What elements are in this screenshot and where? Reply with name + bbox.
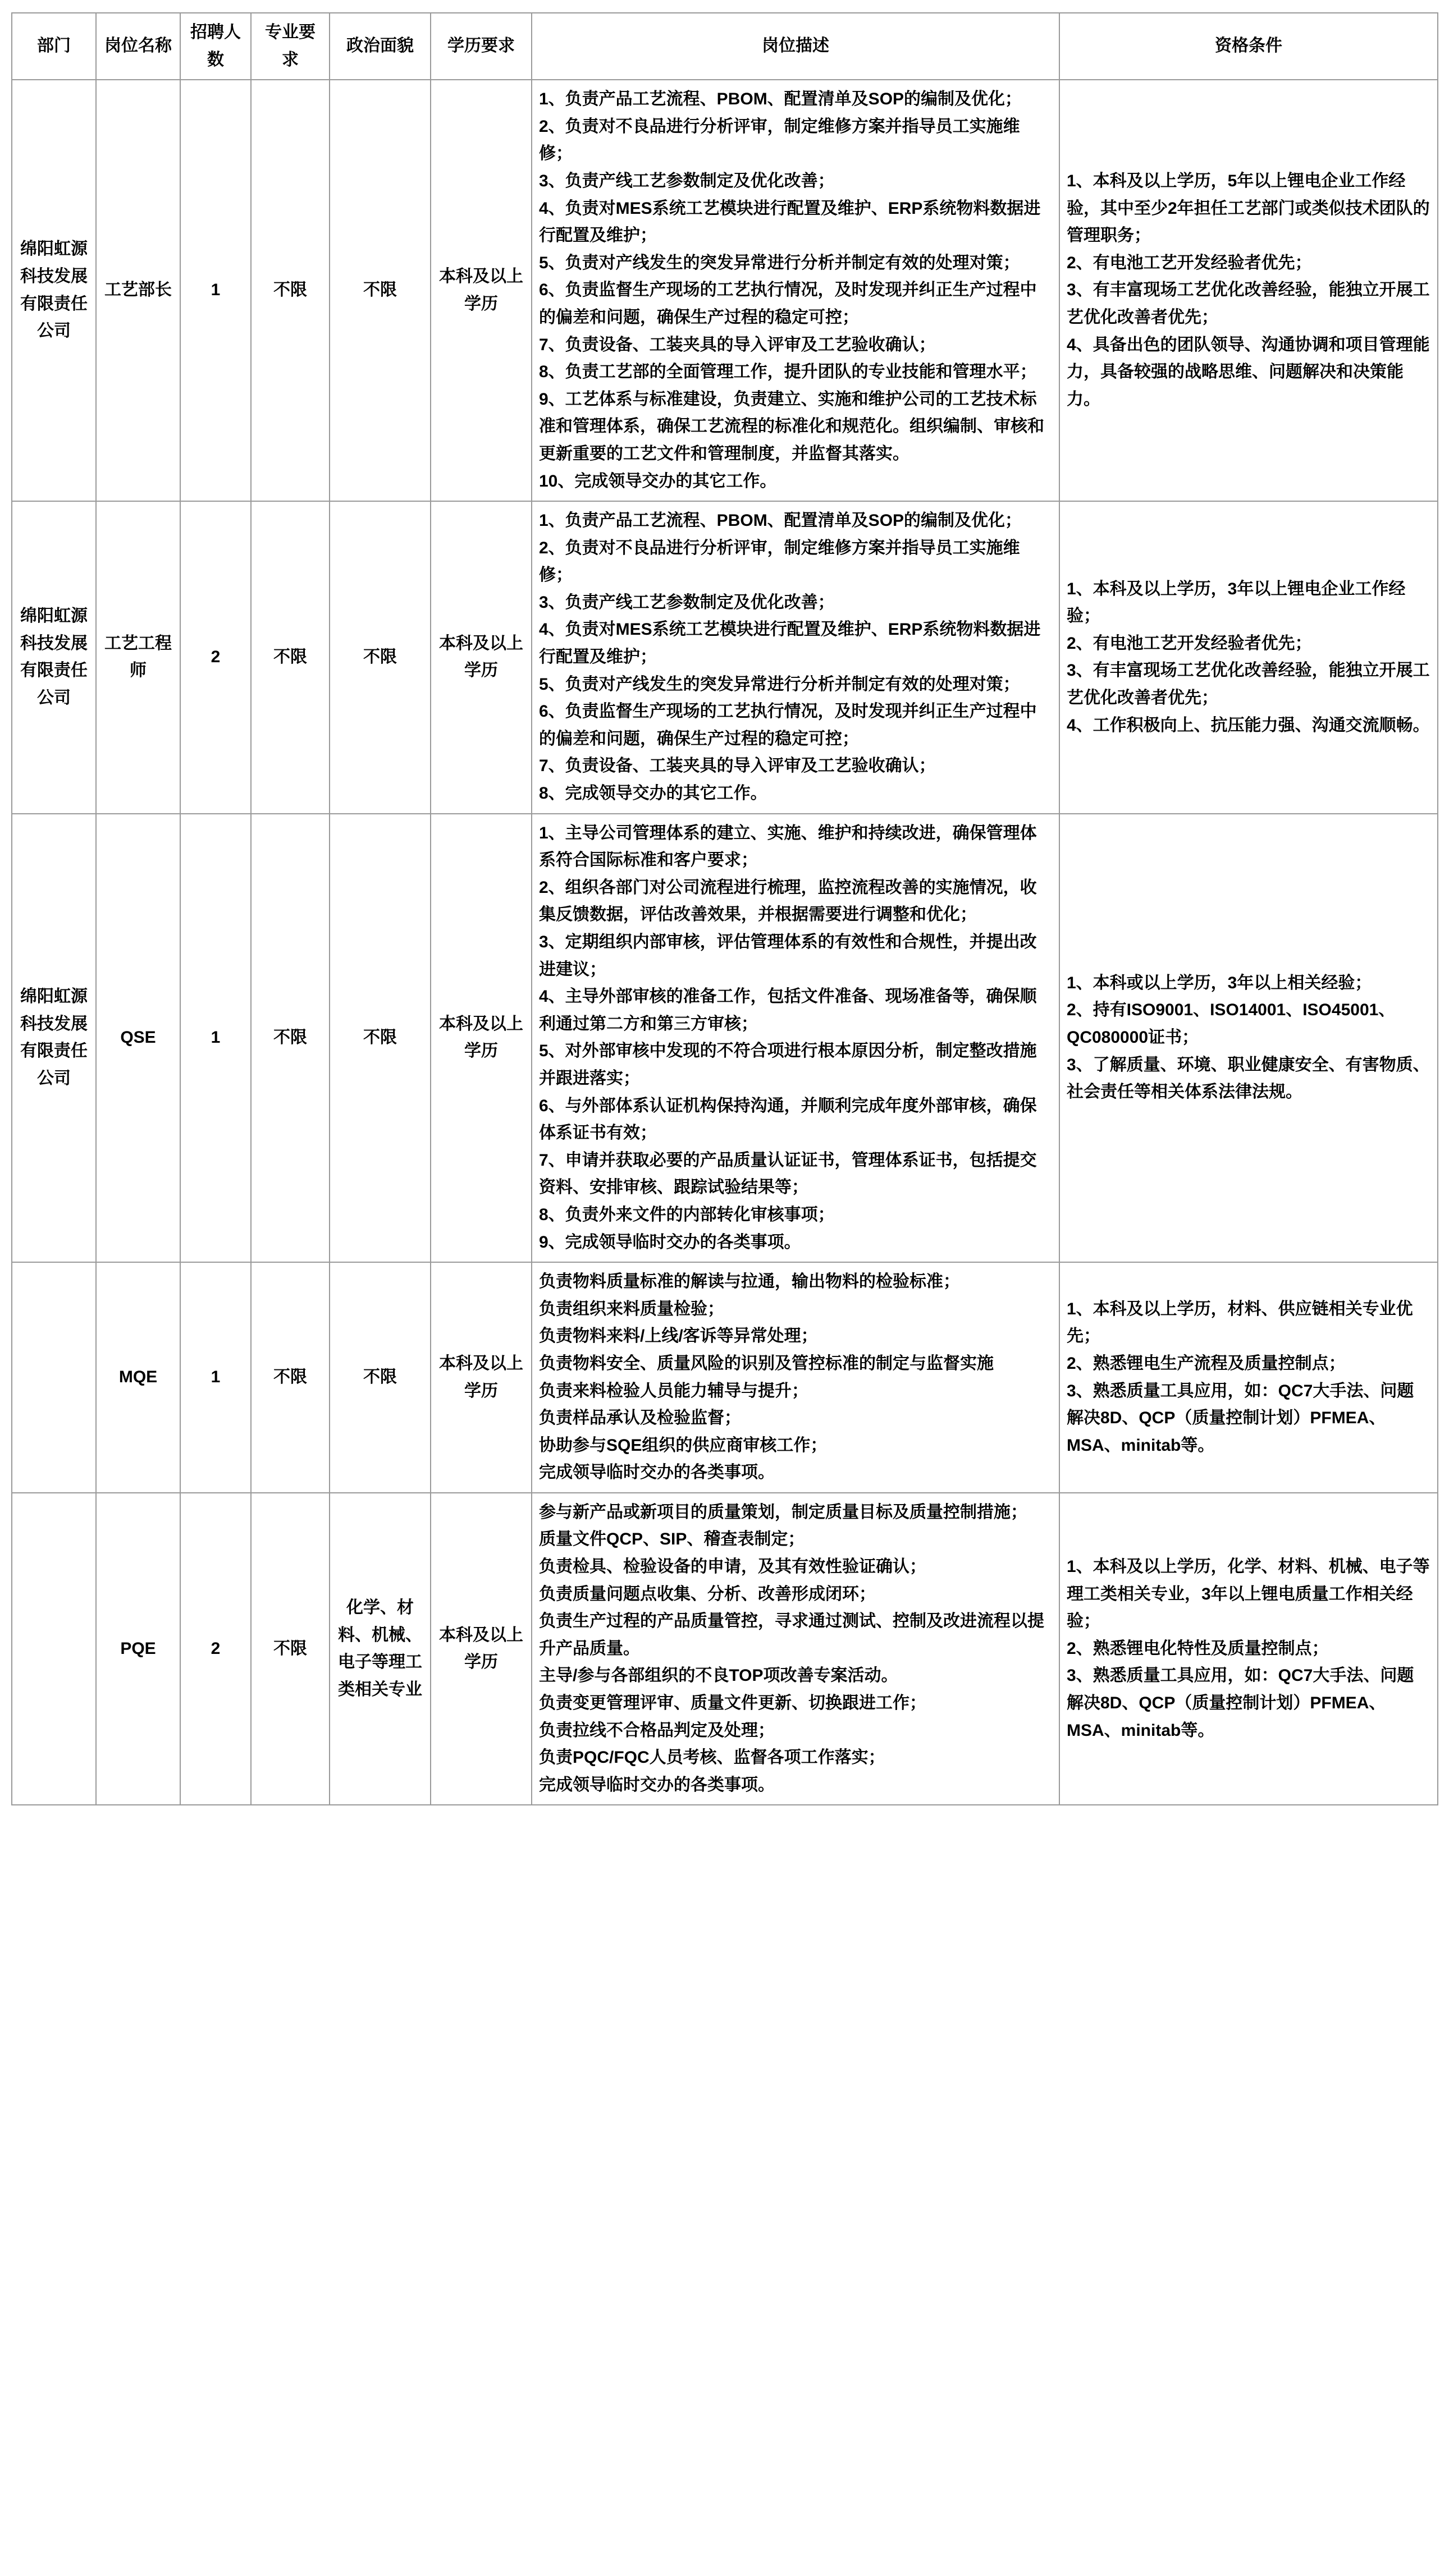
cell-job-description-line: 4、负责对MES系统工艺模块进行配置及维护、ERP系统物料数据进行配置及维护； [539, 199, 1041, 245]
cell-qualification-line: 4、具备出色的团队领导、沟通协调和项目管理能力，具备较强的战略思维、问题解决和决策能力。 [1067, 335, 1430, 409]
cell-qualification-line: 3、熟悉质量工具应用，如：QC7大手法、问题解决8D、QCP（质量控制计划）PFMEA、MSA、minitab等。 [1067, 1666, 1414, 1740]
cell-job-description [532, 80, 1059, 501]
cell-qualification-line: 3、有丰富现场工艺优化改善经验，能独立开展工艺优化改善者优先； [1067, 661, 1430, 707]
cell-department [12, 1262, 96, 1493]
cell-job-description-line: 1、负责产品工艺流程、PBOM、配置清单及SOP的编制及优化； [539, 90, 1022, 109]
cell-qualification [1059, 1493, 1438, 1805]
cell-education: 本科及以上学历 [431, 1493, 532, 1805]
cell-major: 不限 [251, 80, 330, 501]
cell-job-description-line: 负责物料来料/上线/客诉等异常处理； [539, 1327, 818, 1346]
cell-job-description-line: 7、负责设备、工装夹具的导入评审及工艺验收确认； [539, 757, 936, 776]
cell-headcount: 1 [180, 814, 251, 1263]
cell-qualification-line: 1、本科或以上学历，3年以上相关经验； [1067, 973, 1372, 992]
column-header-political-status: 政治面貌 [330, 13, 431, 80]
cell-major: 不限 [251, 814, 330, 1263]
cell-job-description-line: 2、组织各部门对公司流程进行梳理，监控流程改善的实施情况，收集反馈数据，评估改善效果，并根据需要进行调整和优化； [539, 878, 1037, 924]
cell-qualification [1059, 814, 1438, 1263]
cell-job-description [532, 814, 1059, 1263]
cell-education: 本科及以上学历 [431, 80, 532, 501]
cell-qualification-line: 2、熟悉锂电化特性及质量控制点； [1067, 1639, 1329, 1658]
table-row [12, 80, 1438, 501]
cell-qualification-line: 2、持有ISO9001、ISO14001、ISO45001、QC080000证书； [1067, 1001, 1396, 1047]
cell-job-description-line: 8、负责工艺部的全面管理工作，提升团队的专业技能和管理水平； [539, 363, 1037, 382]
cell-job-description-line: 负责拉线不合格品判定及处理； [539, 1721, 775, 1740]
cell-job-title: PQE [96, 1493, 180, 1805]
cell-job-description-line: 负责组织来料质量检验； [539, 1299, 724, 1318]
cell-job-description-line: 3、负责产线工艺参数制定及优化改善； [539, 593, 835, 612]
cell-job-description-line: 主导/参与各部组织的不良TOP项改善专案活动。 [539, 1666, 898, 1685]
cell-headcount: 2 [180, 1493, 251, 1805]
cell-job-description-line: 3、负责产线工艺参数制定及优化改善； [539, 171, 835, 190]
table-row [12, 1262, 1438, 1493]
cell-job-description-line: 1、负责产品工艺流程、PBOM、配置清单及SOP的编制及优化； [539, 511, 1022, 530]
cell-major: 不限 [251, 1493, 330, 1805]
cell-major: 不限 [251, 1262, 330, 1493]
cell-job-description-line: 负责样品承认及检验监督； [539, 1409, 741, 1428]
cell-major: 不限 [251, 501, 330, 814]
cell-headcount: 1 [180, 1262, 251, 1493]
column-header-headcount: 招聘人数 [180, 13, 251, 80]
cell-job-description-line: 6、负责监督生产现场的工艺执行情况，及时发现并纠正生产过程中的偏差和问题，确保生产过程的稳定可控； [539, 281, 1037, 327]
cell-qualification [1059, 1262, 1438, 1493]
cell-job-description-line: 3、定期组织内部审核，评估管理体系的有效性和合规性，并提出改进建议； [539, 933, 1037, 979]
table-header-row [12, 13, 1438, 80]
cell-job-description-line: 9、工艺体系与标准建设，负责建立、实施和维护公司的工艺技术标准和管理体系，确保工艺流程的标准化和规范化。组织编制、审核和更新重要的工艺文件和管理制度，并监督其落实。 [539, 389, 1044, 463]
cell-job-description-line: 负责检具、检验设备的申请，及其有效性验证确认； [539, 1557, 926, 1576]
cell-job-description-line: 完成领导临时交办的各类事项。 [539, 1775, 775, 1794]
cell-job-description-line: 4、主导外部审核的准备工作，包括文件准备、现场准备等，确保顺利通过第二方和第三方审核； [539, 987, 1037, 1033]
cell-job-description-line: 4、负责对MES系统工艺模块进行配置及维护、ERP系统物料数据进行配置及维护； [539, 620, 1041, 667]
cell-qualification-line: 1、本科及以上学历，5年以上锂电企业工作经验，其中至少2年担任工艺部门或类似技术团队的管理职务； [1067, 171, 1430, 245]
table-row [12, 501, 1438, 814]
cell-political-status: 化学、材料、机械、电子等理工类相关专业 [330, 1493, 431, 1805]
cell-job-title: MQE [96, 1262, 180, 1493]
column-header-education: 学历要求 [431, 13, 532, 80]
cell-job-description-line: 负责物料质量标准的解读与拉通，输出物料的检验标准； [539, 1272, 960, 1291]
cell-job-description-line: 2、负责对不良品进行分析评审，制定维修方案并指导员工实施维修； [539, 538, 1020, 585]
column-header-job-description: 岗位描述 [532, 13, 1059, 80]
cell-job-description-line: 完成领导临时交办的各类事项。 [539, 1463, 775, 1482]
cell-department: 绵阳虹源科技发展有限责任公司 [12, 80, 96, 501]
cell-job-description-line: 负责物料安全、质量风险的识别及管控标准的制定与监督实施 [539, 1354, 994, 1373]
cell-headcount: 2 [180, 501, 251, 814]
cell-qualification-line: 1、本科及以上学历，材料、供应链相关专业优先； [1067, 1299, 1413, 1346]
cell-qualification-line: 3、了解质量、环境、职业健康安全、有害物质、社会责任等相关体系法律法规。 [1067, 1055, 1430, 1102]
cell-job-description-line: 5、负责对产线发生的突发异常进行分析并制定有效的处理对策； [539, 675, 1020, 694]
cell-job-description [532, 501, 1059, 814]
cell-qualification-line: 2、有电池工艺开发经验者优先； [1067, 634, 1312, 653]
cell-qualification-line: 3、有丰富现场工艺优化改善经验，能独立开展工艺优化改善者优先； [1067, 281, 1430, 327]
column-header-major: 专业要求 [251, 13, 330, 80]
cell-qualification-line: 1、本科及以上学历，3年以上锂电企业工作经验； [1067, 579, 1406, 626]
cell-job-description-line: 8、完成领导交办的其它工作。 [539, 784, 767, 803]
cell-department: 绵阳虹源科技发展有限责任公司 [12, 814, 96, 1263]
cell-political-status: 不限 [330, 501, 431, 814]
cell-qualification-line: 2、熟悉锂电生产流程及质量控制点； [1067, 1354, 1346, 1373]
cell-qualification-line: 3、熟悉质量工具应用，如：QC7大手法、问题解决8D、QCP（质量控制计划）PFMEA、MSA、minitab等。 [1067, 1381, 1414, 1455]
cell-job-description-line: 负责变更管理评审、质量文件更新、切换跟进工作； [539, 1694, 926, 1713]
table-row [12, 814, 1438, 1263]
cell-job-description [532, 1262, 1059, 1493]
cell-job-description-line: 5、对外部审核中发现的不符合项进行根本原因分析，制定整改措施并跟进落实； [539, 1042, 1037, 1088]
cell-job-description-line: 7、申请并获取必要的产品质量认证证书，管理体系证书，包括提交资料、安排审核、跟踪试验结果等； [539, 1151, 1037, 1197]
cell-headcount: 1 [180, 80, 251, 501]
cell-qualification [1059, 80, 1438, 501]
cell-political-status: 不限 [330, 1262, 431, 1493]
cell-qualification-line: 1、本科及以上学历，化学、材料、机械、电子等理工类相关专业，3年以上锂电质量工作相关经验； [1067, 1557, 1430, 1631]
cell-job-description-line: 协助参与SQE组织的供应商审核工作； [539, 1436, 828, 1455]
cell-job-description-line: 7、负责设备、工装夹具的导入评审及工艺验收确认； [539, 335, 936, 354]
cell-job-description-line: 6、负责监督生产现场的工艺执行情况，及时发现并纠正生产过程中的偏差和问题，确保生产过程的稳定可控； [539, 702, 1037, 748]
cell-political-status: 不限 [330, 80, 431, 501]
cell-department [12, 1493, 96, 1805]
recruitment-table [11, 12, 1438, 1805]
column-header-job-title: 岗位名称 [96, 13, 180, 80]
table-header [12, 13, 1438, 80]
cell-department: 绵阳虹源科技发展有限责任公司 [12, 501, 96, 814]
cell-job-title: QSE [96, 814, 180, 1263]
column-header-department: 部门 [12, 13, 96, 80]
table-body [12, 80, 1438, 1805]
cell-job-description-line: 参与新产品或新项目的质量策划，制定质量目标及质量控制措施； [539, 1502, 1027, 1521]
cell-job-description-line: 负责生产过程的产品质量管控，寻求通过测试、控制及改进流程以提升产品质量。 [539, 1612, 1044, 1658]
cell-qualification [1059, 501, 1438, 814]
cell-job-description [532, 1493, 1059, 1805]
cell-job-description-line: 2、负责对不良品进行分析评审，制定维修方案并指导员工实施维修； [539, 117, 1020, 163]
cell-job-title: 工艺工程师 [96, 501, 180, 814]
cell-education: 本科及以上学历 [431, 1262, 532, 1493]
cell-job-description-line: 质量文件QCP、SIP、稽查表制定； [539, 1530, 805, 1549]
cell-qualification-line: 2、有电池工艺开发经验者优先； [1067, 253, 1312, 272]
cell-job-description-line: 负责PQC/FQC人员考核、监督各项工作落实； [539, 1748, 885, 1767]
cell-job-title: 工艺部长 [96, 80, 180, 501]
cell-political-status: 不限 [330, 814, 431, 1263]
cell-job-description-line: 5、负责对产线发生的突发异常进行分析并制定有效的处理对策； [539, 253, 1020, 272]
cell-education: 本科及以上学历 [431, 814, 532, 1263]
cell-job-description-line: 9、完成领导临时交办的各类事项。 [539, 1232, 801, 1252]
cell-qualification-line: 4、工作积极向上、抗压能力强、沟通交流顺畅。 [1067, 716, 1430, 735]
table-row [12, 1493, 1438, 1805]
cell-job-description-line: 负责质量问题点收集、分析、改善形成闭环； [539, 1584, 876, 1603]
cell-education: 本科及以上学历 [431, 501, 532, 814]
cell-job-description-line: 1、主导公司管理体系的建立、实施、维护和持续改进，确保管理体系符合国际标准和客户要求； [539, 823, 1037, 870]
cell-job-description-line: 8、负责外来文件的内部转化审核事项； [539, 1205, 835, 1224]
cell-job-description-line: 10、完成领导交办的其它工作。 [539, 471, 777, 491]
cell-job-description-line: 6、与外部体系认证机构保持沟通，并顺利完成年度外部审核，确保体系证书有效； [539, 1096, 1037, 1143]
column-header-qualification: 资格条件 [1059, 13, 1438, 80]
cell-job-description-line: 负责来料检验人员能力辅导与提升； [539, 1381, 808, 1400]
